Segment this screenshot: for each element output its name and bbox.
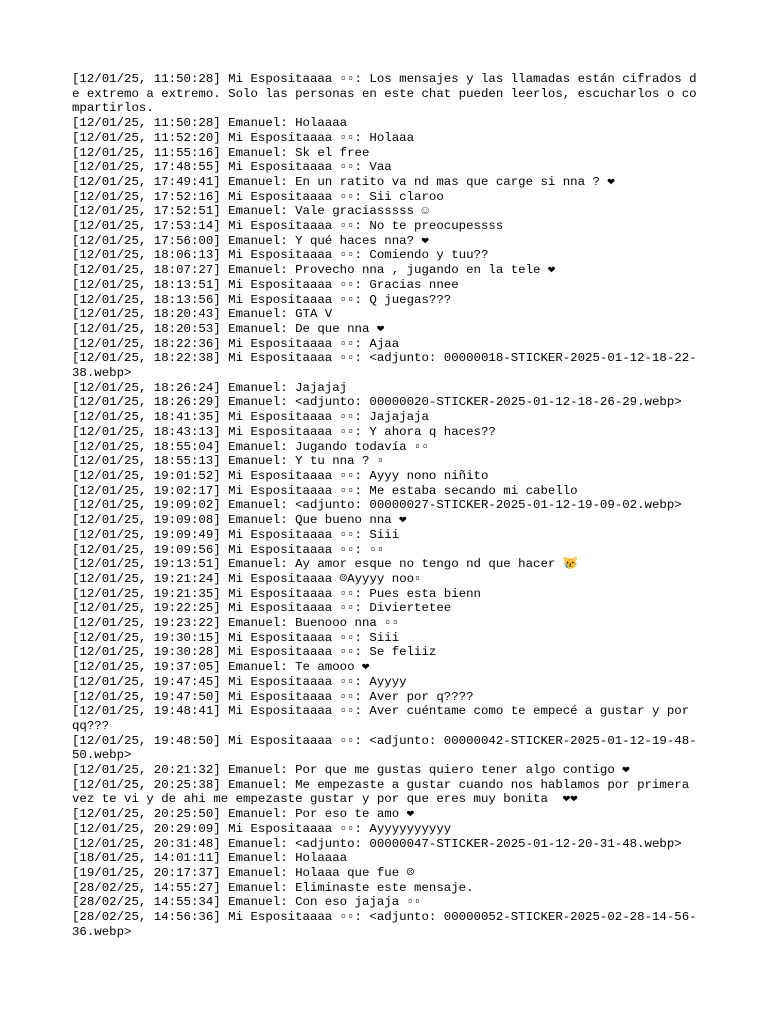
chat-message-line: [12/01/25, 18:43:13] Mi Espositaaaa ▫▫: Y ahora q haces?? — [72, 424, 496, 439]
chat-message-line: [12/01/25, 18:55:13] Emanuel: Y tu nna ? ▫ — [72, 454, 385, 469]
chat-message-line: [12/01/25, 19:13:51] Emanuel: Ay amor esque no tengo nd que hacer 😿 — [72, 557, 579, 572]
chat-message-line: [12/01/25, 19:37:05] Emanuel: Te amooo ❤ — [72, 660, 370, 675]
chat-message-line: [12/01/25, 18:41:35] Mi Espositaaaa ▫▫: Jajajaja — [72, 410, 429, 425]
chat-message-line: [12/01/25, 19:47:45] Mi Espositaaaa ▫▫: Ayyyy — [72, 674, 407, 689]
chat-message-line: [28/02/25, 14:56:36] Mi Espositaaaa ▫▫: <adjunto: 00000052-STICKER-2025-02-28-14-56-36.webp> — [72, 910, 697, 939]
chat-message-line: [28/02/25, 14:55:34] Emanuel: Con eso jajaja ▫▫ — [72, 895, 422, 910]
chat-message-line: [12/01/25, 19:21:35] Mi Espositaaaa ▫▫: Pues esta bienn — [72, 586, 481, 601]
chat-message-line: [12/01/25, 18:22:38] Mi Espositaaaa ▫▫: <adjunto: 00000018-STICKER-2025-01-12-18-22-38.webp> — [72, 351, 697, 381]
chat-message-line: [12/01/25, 20:21:32] Emanuel: Por que me gustas quiero tener algo contigo ❤ — [72, 763, 630, 778]
chat-message-line: [12/01/25, 20:29:09] Mi Espositaaaa ▫▫: Ayyyyyyyyyy — [72, 821, 452, 836]
chat-message-line: [12/01/25, 20:25:50] Emanuel: Por eso te amo ❤ — [72, 807, 415, 822]
chat-message-line: [12/01/25, 11:52:20] Mi Espositaaaa ▫▫: Holaaa — [72, 130, 415, 145]
chat-message-line: [12/01/25, 19:09:02] Emanuel: <adjunto: 00000027-STICKER-2025-01-12-19-09-02.webp> — [72, 498, 682, 513]
chat-message-line: [12/01/25, 19:09:08] Emanuel: Que bueno nna ❤ — [72, 513, 407, 528]
chat-message-line: [12/01/25, 19:47:50] Mi Espositaaaa ▫▫: Aver por q???? — [72, 689, 474, 704]
chat-message-line: [12/01/25, 20:31:48] Emanuel: <adjunto: 00000047-STICKER-2025-01-12-20-31-48.webp> — [72, 836, 682, 851]
chat-message-line: [12/01/25, 19:48:50] Mi Espositaaaa ▫▫: <adjunto: 00000042-STICKER-2025-01-12-19-48-50.webp> — [72, 733, 697, 763]
chat-message-line: [19/01/25, 20:17:37] Emanuel: Holaaa que fue ☹ — [72, 865, 415, 880]
chat-message-line: [12/01/25, 18:07:27] Emanuel: Provecho nna , jugando en la tele ❤ — [72, 263, 556, 278]
chat-message-line: [12/01/25, 18:26:29] Emanuel: <adjunto: 00000020-STICKER-2025-01-12-18-26-29.webp> — [72, 395, 682, 410]
chat-message-line: [12/01/25, 11:55:16] Emanuel: Sk el free — [72, 145, 370, 160]
chat-message-line: [12/01/25, 18:20:43] Emanuel: GTA V — [72, 307, 333, 322]
chat-message-line: [12/01/25, 18:55:04] Emanuel: Jugando todavía ▫▫ — [72, 439, 429, 454]
chat-message-line: [18/01/25, 14:01:11] Emanuel: Holaaaa — [72, 851, 348, 866]
chat-message-line: [12/01/25, 19:23:22] Emanuel: Buenooo nna ▫▫ — [72, 616, 400, 631]
chat-message-line: [12/01/25, 17:52:51] Emanuel: Vale graciasssss ☺ — [72, 204, 429, 219]
chat-message-line: [12/01/25, 19:30:15] Mi Espositaaaa ▫▫: Siii — [72, 630, 400, 645]
chat-message-line: [12/01/25, 18:13:51] Mi Espositaaaa ▫▫: Gracias nnee — [72, 277, 459, 292]
chat-message-line: [12/01/25, 19:09:49] Mi Espositaaaa ▫▫: Siii — [72, 527, 400, 542]
chat-message-line: [12/01/25, 19:01:52] Mi Espositaaaa ▫▫: Ayyy nono niñito — [72, 468, 489, 483]
chat-message-line: [12/01/25, 19:48:41] Mi Espositaaaa ▫▫: Aver cuéntame como te empecé a gustar y por qq??? — [72, 704, 697, 733]
chat-message-line: [12/01/25, 18:26:24] Emanuel: Jajajaj — [72, 380, 348, 395]
chat-message-line: [12/01/25, 17:56:00] Emanuel: Y qué haces nna? ❤ — [72, 233, 429, 248]
chat-message-line: [12/01/25, 19:22:25] Mi Espositaaaa ▫▫: Diviertetee — [72, 601, 452, 616]
chat-message-line: [12/01/25, 18:22:36] Mi Espositaaaa ▫▫: Ajaa — [72, 336, 400, 351]
chat-message-line: [12/01/25, 18:06:13] Mi Espositaaaa ▫▫: Comiendo y tuu?? — [72, 248, 489, 263]
chat-message-line: [12/01/25, 19:21:24] Mi Espositaaaa ☹Ayyyy noo▫ — [72, 571, 422, 586]
chat-message-line: [12/01/25, 19:30:28] Mi Espositaaaa ▫▫: Se feliiz — [72, 645, 437, 660]
chat-message-line: [12/01/25, 18:13:56] Mi Espositaaaa ▫▫: Q juegas??? — [72, 292, 452, 307]
chat-message-line: [12/01/25, 17:48:55] Mi Espositaaaa ▫▫: Vaa — [72, 160, 392, 175]
chat-message-line: [12/01/25, 19:02:17] Mi Espositaaaa ▫▫: Me estaba secando mi cabello — [72, 483, 578, 498]
chat-message-line: [12/01/25, 19:09:56] Mi Espositaaaa ▫▫: ▫▫ — [72, 542, 385, 557]
chat-message-line: [12/01/25, 11:50:28] Emanuel: Holaaaa — [72, 116, 348, 131]
chat-message-line: [28/02/25, 14:55:27] Emanuel: Eliminaste este mensaje. — [72, 880, 474, 895]
chat-message-line: [12/01/25, 17:52:16] Mi Espositaaaa ▫▫: Sii claroo — [72, 189, 444, 204]
chat-message-line: [12/01/25, 17:49:41] Emanuel: En un ratito va nd mas que carge si nna ? ❤ — [72, 174, 615, 189]
chat-message-line: [12/01/25, 17:53:14] Mi Espositaaaa ▫▫: No te preocupessss — [72, 219, 504, 234]
chat-message-line: [12/01/25, 11:50:28] Mi Espositaaaa ▫▫: Los mensajes y las llamadas están cifrados de extremo a extremo. Solo las personas en este chat pueden leerlos, escucharlos o compartirlos. — [72, 72, 697, 116]
chat-message-line: [12/01/25, 20:25:38] Emanuel: Me empezaste a gustar cuando nos hablamos por primera vez te vi y de ahi me empezaste gustar y por que eres muy bonita ❤❤ — [72, 777, 697, 807]
chat-transcript — [72, 72, 702, 939]
chat-message-line: [12/01/25, 18:20:53] Emanuel: De que nna ❤ — [72, 321, 385, 336]
